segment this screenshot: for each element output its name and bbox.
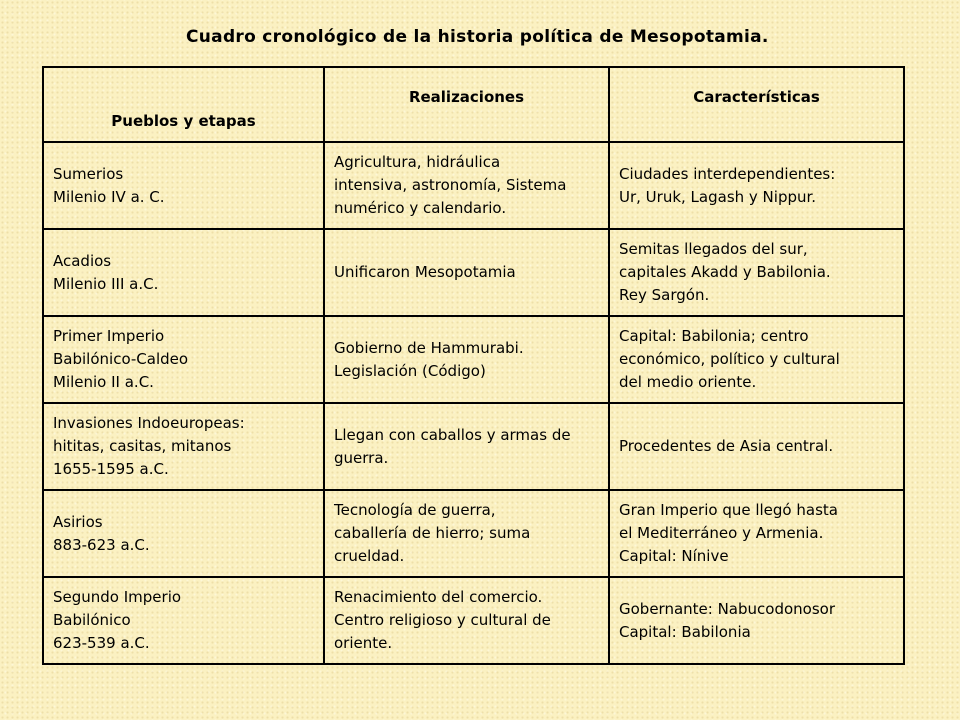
cell-line: Agricultura, hidráulica xyxy=(334,153,501,171)
table-row xyxy=(43,577,904,664)
cell-pueblo xyxy=(43,142,324,229)
cell-realizaciones xyxy=(324,229,609,316)
cell-line: 623-539 a.C. xyxy=(53,634,150,652)
cell-line: Milenio IV a. C. xyxy=(53,187,165,206)
cell-line: 883-623 a.C. xyxy=(53,535,150,554)
header-label: Pueblos y etapas xyxy=(111,112,256,130)
cell-line: Babilónico xyxy=(53,611,131,629)
cell-realizaciones xyxy=(324,577,609,664)
table-row xyxy=(43,490,904,577)
cell-line: Capital: Nínive xyxy=(619,547,729,565)
cell-line: Primer Imperio xyxy=(53,327,165,345)
cell-caracteristicas xyxy=(609,577,904,664)
cell-line: Procedentes de Asia central. xyxy=(619,437,834,455)
cell-line: Asirios xyxy=(53,512,103,531)
table-row xyxy=(43,142,904,229)
cell-line: Renacimiento del comercio. xyxy=(334,588,543,606)
cell-pueblo xyxy=(43,577,324,664)
cell-line: numérico y calendario. xyxy=(334,199,507,217)
table-row xyxy=(43,403,904,490)
cell-realizaciones xyxy=(324,142,609,229)
cell-line: el Mediterráneo y Armenia. xyxy=(619,524,824,542)
cell-realizaciones xyxy=(324,316,609,403)
cell-line: Legislación (Código) xyxy=(334,361,486,380)
header-caracteristicas xyxy=(609,67,904,142)
cell-line: 1655-1595 a.C. xyxy=(53,460,169,478)
header-label: Características xyxy=(693,88,820,106)
cell-realizaciones xyxy=(324,403,609,490)
cell-caracteristicas xyxy=(609,490,904,577)
cell-line: Segundo Imperio xyxy=(53,588,182,606)
cell-line: del medio oriente. xyxy=(619,373,757,391)
cell-line: Semitas llegados del sur, xyxy=(619,240,808,258)
cell-line: Ciudades interdependientes: xyxy=(619,164,836,183)
cell-line: Centro religioso y cultural de xyxy=(334,611,551,629)
chronology-table xyxy=(42,66,905,665)
cell-line: Rey Sargón. xyxy=(619,286,710,304)
cell-line: oriente. xyxy=(334,634,393,652)
header-pueblos-y-etapas xyxy=(43,67,324,142)
cell-line: Sumerios xyxy=(53,164,124,183)
cell-line: Gran Imperio que llegó hasta xyxy=(619,501,838,519)
cell-line: Gobierno de Hammurabi. xyxy=(334,338,524,357)
cell-pueblo xyxy=(43,490,324,577)
cell-line: caballería de hierro; suma xyxy=(334,524,531,542)
cell-line: Capital: Babilonia xyxy=(619,622,751,641)
cell-line: Acadios xyxy=(53,251,112,270)
cell-line: crueldad. xyxy=(334,547,405,565)
cell-line: capitales Akadd y Babilonia. xyxy=(619,263,831,281)
cell-line: Invasiones Indoeuropeas: xyxy=(53,414,245,432)
cell-line: Milenio II a.C. xyxy=(53,373,154,391)
cell-pueblo xyxy=(43,403,324,490)
cell-line: Babilónico-Caldeo xyxy=(53,350,189,368)
table-header-row xyxy=(43,67,904,142)
header-label: Realizaciones xyxy=(408,88,525,106)
cell-realizaciones xyxy=(324,490,609,577)
cell-caracteristicas xyxy=(609,316,904,403)
cell-line: Tecnología de guerra, xyxy=(334,501,496,519)
cell-caracteristicas xyxy=(609,403,904,490)
cell-caracteristicas xyxy=(609,229,904,316)
cell-line: hititas, casitas, mitanos xyxy=(53,437,232,455)
page-title: Cuadro cronológico de la historia política de Mesopotamia. xyxy=(186,27,769,47)
cell-line: Ur, Uruk, Lagash y Nippur. xyxy=(619,187,817,206)
cell-line: Llegan con caballos y armas de xyxy=(334,425,571,444)
table-row xyxy=(43,229,904,316)
cell-pueblo xyxy=(43,229,324,316)
cell-line: económico, político y cultural xyxy=(619,350,840,368)
header-realizaciones xyxy=(324,67,609,142)
cell-line: intensiva, astronomía, Sistema xyxy=(334,176,567,194)
cell-line: Unificaron Mesopotamia xyxy=(334,263,516,281)
cell-line: Gobernante: Nabucodonosor xyxy=(619,599,835,618)
cell-line: guerra. xyxy=(334,448,389,467)
cell-pueblo xyxy=(43,316,324,403)
table-row xyxy=(43,316,904,403)
cell-caracteristicas xyxy=(609,142,904,229)
cell-line: Milenio III a.C. xyxy=(53,274,159,293)
cell-line: Capital: Babilonia; centro xyxy=(619,327,809,345)
